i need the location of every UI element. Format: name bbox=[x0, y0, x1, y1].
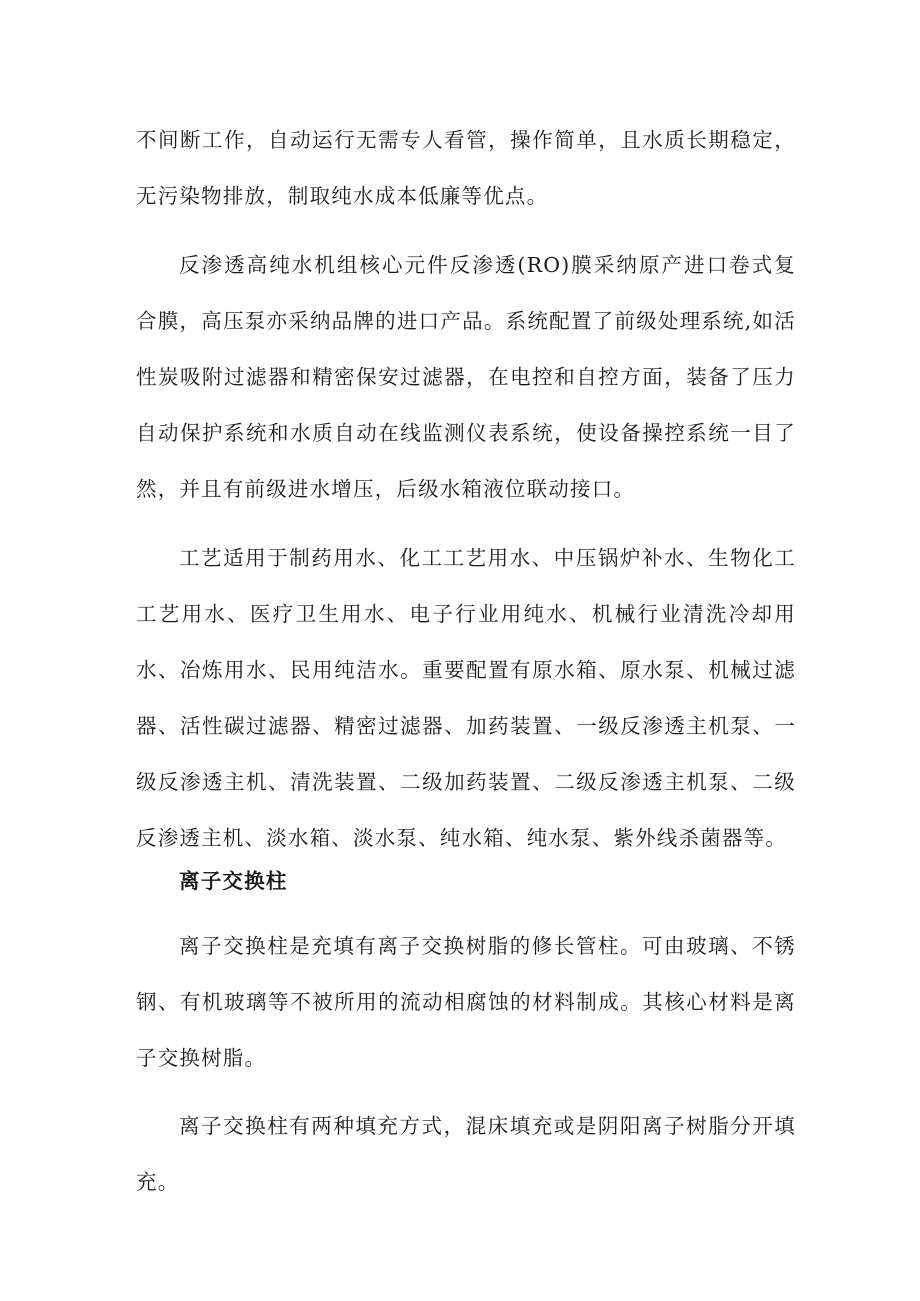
paragraph-filling-methods: 离子交换柱有两种填充方式，混床填充或是阴阳离子树脂分开填充。 bbox=[136, 1114, 796, 1194]
paragraph-ro-system: 反渗透高纯水机组核心元件反渗透(RO)膜采纳原产进口卷式复合膜，高压泵亦采纳品牌的进口产品。系统配置了前级处理系统,如活性炭吸附过滤器和精密保安过滤器，在电控和自控方面，装备了压力自动保护系统和水质自动在线监测仪表系统，使设备操控系统一目了然，并且有前级进水增压，后级水箱液位联动接口。 bbox=[136, 253, 796, 501]
paragraph-continuation: 不间断工作，自动运行无需专人看管，操作简单，且水质长期稳定，无污染物排放，制取纯水成本低廉等优点。 bbox=[136, 128, 796, 208]
paragraph-ion-exchange-column: 离子交换柱是充填有离子交换树脂的修长管柱。可由玻璃、不锈钢、有机玻璃等不被所用的流动相腐蚀的材料制成。其核心材料是离子交换树脂。 bbox=[136, 934, 796, 1070]
paragraph-applications: 工艺适用于制药用水、化工工艺用水、中压锅炉补水、生物化工工艺用水、医疗卫生用水、电子行业用纯水、机械行业清洗冷却用水、冶炼用水、民用纯洁水。重要配置有原水箱、原水泵、机械过滤器、活性碳过滤器、精密过滤器、加药装置、一级反渗透主机泵、一级反渗透主机、清洗装置、二级加药装置、二级反渗透主机泵、二级反渗透主机、淡水箱、淡水泵、纯水箱、纯水泵、紫外线杀菌器等。 bbox=[136, 546, 796, 850]
section-heading: 离子交换柱 bbox=[179, 869, 288, 893]
